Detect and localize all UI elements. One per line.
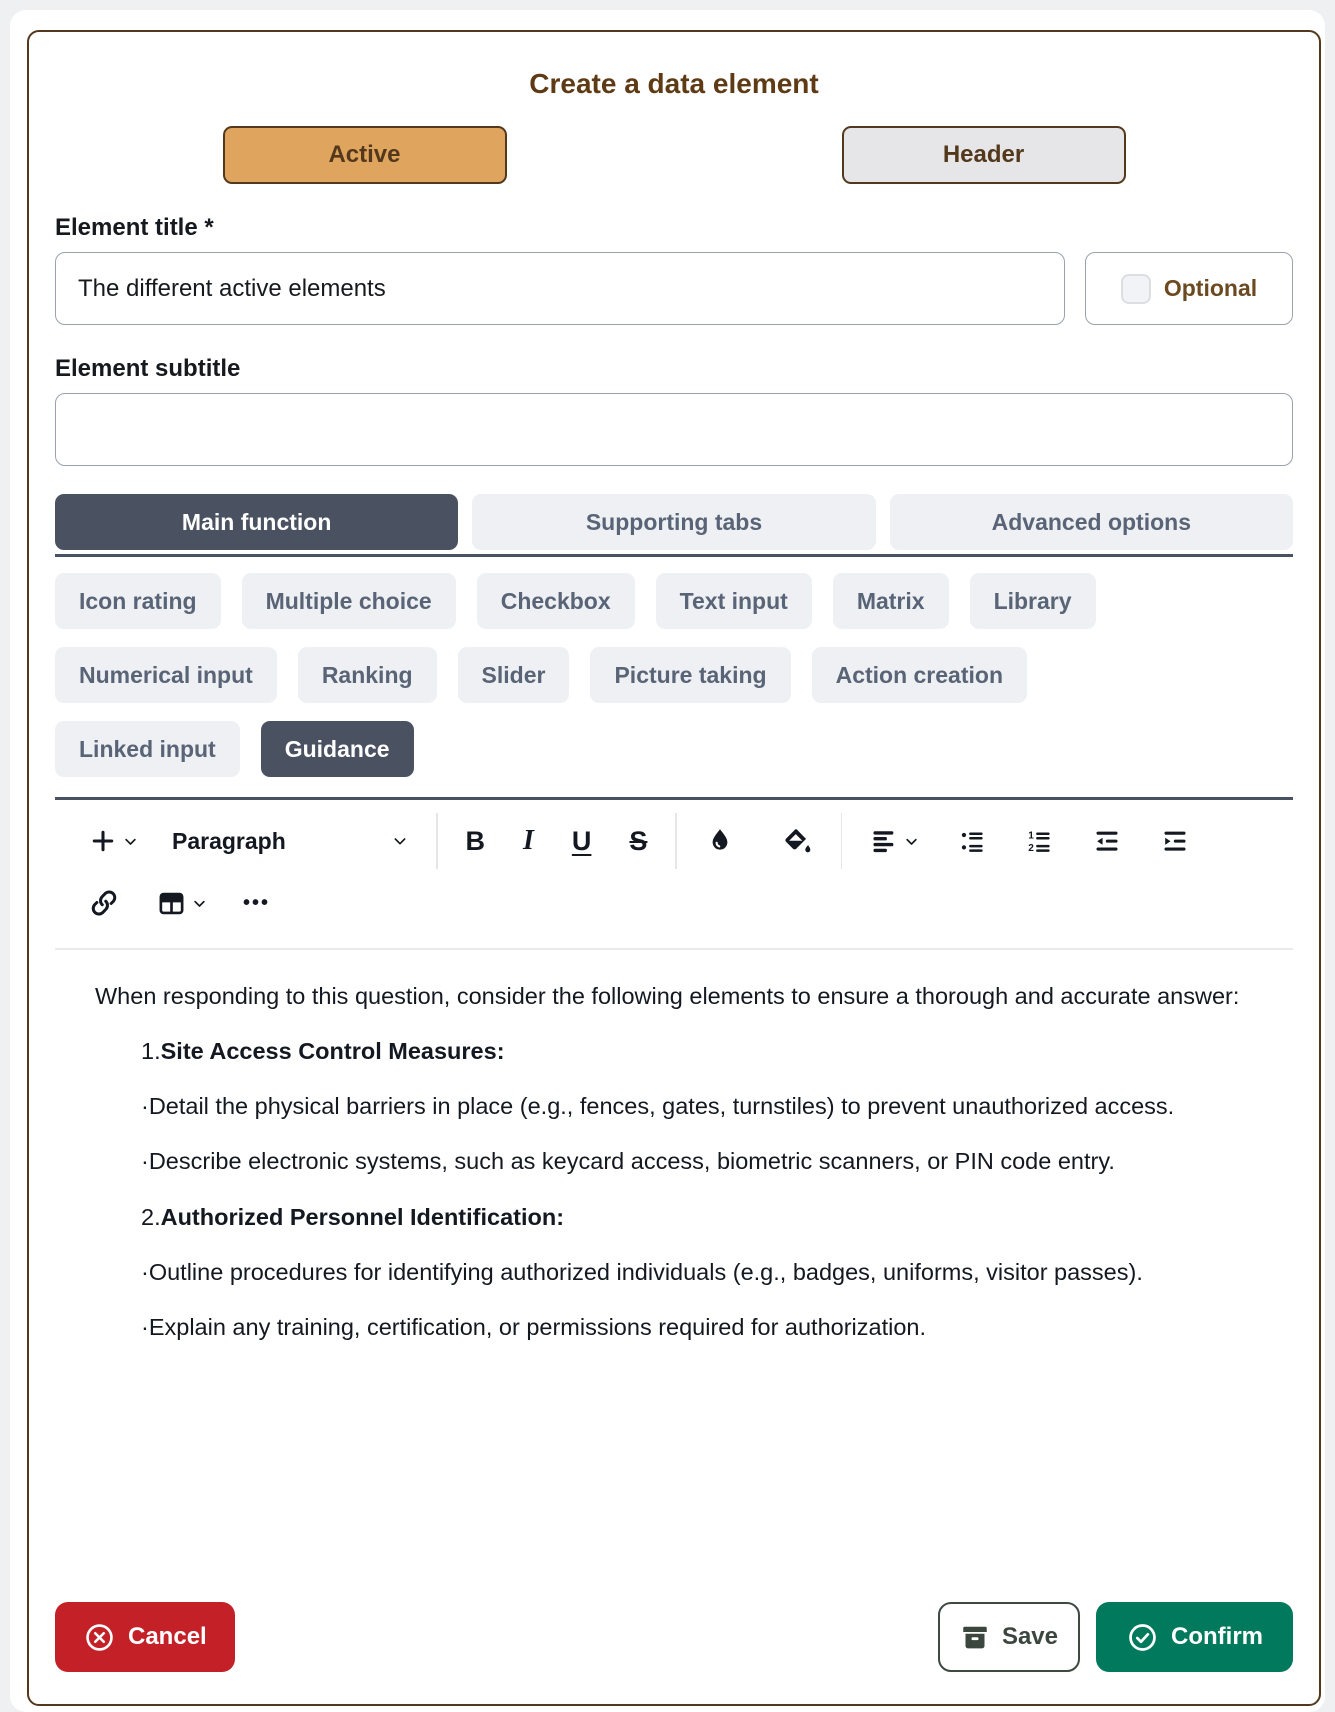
optional-checkbox[interactable] [1121,274,1151,304]
save-button[interactable] [938,1602,1080,1672]
chip-action-creation[interactable]: Action creation [812,647,1027,703]
function-tabs [55,494,1293,550]
element-title-label: Element title * [55,214,214,241]
table-icon [157,889,186,918]
cancel-button[interactable] [55,1602,235,1672]
save-archive-icon [960,1622,990,1652]
chip-checkbox[interactable]: Checkbox [477,573,635,629]
chip-row [55,647,1293,703]
element-title-input[interactable] [55,252,1065,325]
link-button[interactable] [83,884,125,922]
element-subtitle-input[interactable] [55,393,1293,466]
strikethrough-icon: S [629,825,648,856]
bullet-list-button[interactable] [953,824,992,859]
numbered-list-button[interactable] [1020,824,1059,859]
table-button[interactable] [151,885,213,922]
tab-advanced-options[interactable]: Advanced options [890,494,1293,550]
plus-icon [89,827,117,855]
toolbar-separator [675,813,677,869]
content-block-p: When responding to this question, consider the following elements to ensure a thorough and accurate answer: [95,983,1240,1009]
chip-numerical-input[interactable]: Numerical input [55,647,277,703]
insert-button[interactable] [83,823,144,859]
outdent-button[interactable] [1087,823,1127,859]
chevron-down-icon [392,833,408,849]
save-label: Save [1001,1623,1058,1650]
cancel-circle-x-icon [83,1621,116,1654]
confirm-circle-check-icon [1126,1621,1159,1654]
content-block-numbered: 2.Authorized Personnel Identification: [141,1203,565,1230]
more-options-button[interactable] [237,888,276,919]
chevron-down-icon [192,896,207,911]
paragraph-group [864,823,1195,859]
svg-text:1: 1 [1028,830,1035,842]
optional-label: Optional [1163,275,1258,301]
header-type-button[interactable]: Header [842,126,1126,184]
chip-text-input[interactable]: Text input [656,573,812,629]
chip-icon-rating[interactable]: Icon rating [55,573,221,629]
chip-row [55,721,1293,777]
divider [55,797,1293,800]
tab-main-function[interactable]: Main function [55,494,458,550]
text-style-group [460,823,654,859]
content-block-bullet: ·Describe electronic systems, such as keycard access, biometric scanners, or PIN code entry. [141,1148,1115,1175]
align-left-icon [870,827,898,855]
outdent-icon [1093,827,1121,855]
editor-toolbar-row-1 [55,810,1293,872]
indent-button[interactable] [1155,823,1195,859]
italic-icon: I [523,825,534,856]
align-button[interactable] [864,823,925,859]
page-card [10,10,1325,1712]
font-color-droplet-icon [705,826,735,856]
indent-icon [1161,827,1189,855]
block-format-label: Paragraph [172,827,286,854]
optional-toggle-box [1085,252,1293,325]
chip-row [55,573,1293,629]
chevron-down-icon [904,834,919,849]
tab-supporting-tabs[interactable]: Supporting tabs [472,494,875,550]
create-data-element-dialog [27,30,1321,1706]
chip-ranking[interactable]: Ranking [298,647,437,703]
chevron-down-icon [123,834,138,849]
element-type-toggle [55,126,1293,184]
content-block-bullet: ·Detail the physical barriers in place (e.g., fences, gates, turnstiles) to prevent unauthorized access. [141,1093,1175,1120]
toolbar-separator [436,813,438,869]
bold-button[interactable] [460,824,492,859]
color-group [699,821,819,861]
font-color-button[interactable] [699,822,741,860]
chip-multiple-choice[interactable]: Multiple choice [242,573,456,629]
numbered-list-icon [1026,828,1053,855]
chip-guidance[interactable]: Guidance [261,721,414,777]
editor-content[interactable] [55,976,1293,1362]
chip-picture-taking[interactable]: Picture taking [590,647,790,703]
highlight-bucket-icon [781,825,813,857]
paragraph-format-select[interactable] [166,824,414,859]
strikethrough-button[interactable] [623,824,653,859]
link-icon [89,888,119,918]
underline-button[interactable] [566,824,598,859]
bullet-list-icon [959,828,986,855]
divider [55,554,1293,557]
chip-library[interactable]: Library [970,573,1096,629]
svg-text:2: 2 [1028,842,1035,854]
dialog-footer [55,1602,1293,1672]
active-type-button[interactable]: Active [223,126,507,184]
chip-linked-input[interactable]: Linked input [55,721,240,777]
italic-button[interactable] [517,823,540,859]
ellipsis-icon: ••• [243,891,271,914]
cancel-label: Cancel [128,1623,207,1650]
content-block-bullet: ·Explain any training, certification, or permissions required for authorization. [141,1313,927,1340]
toolbar-separator [841,813,843,869]
highlight-color-button[interactable] [775,821,819,861]
content-block-bullet: ·Outline procedures for identifying authorized individuals (e.g., badges, uniforms, visitor passes). [141,1258,1143,1285]
content-block-numbered: 1.Site Access Control Measures: [141,1038,505,1065]
chip-slider[interactable]: Slider [458,647,570,703]
bold-icon: B [465,825,485,856]
element-subtitle-label: Element subtitle [55,355,241,382]
confirm-button[interactable] [1096,1602,1293,1672]
element-type-chips [55,573,1293,777]
editor-toolbar-row-2 [55,876,1293,930]
dialog-title: Create a data element [529,68,819,99]
title-row [55,252,1293,325]
underline-icon: U [571,825,592,856]
confirm-label: Confirm [1171,1623,1263,1650]
chip-matrix[interactable]: Matrix [833,573,949,629]
divider [55,948,1293,950]
